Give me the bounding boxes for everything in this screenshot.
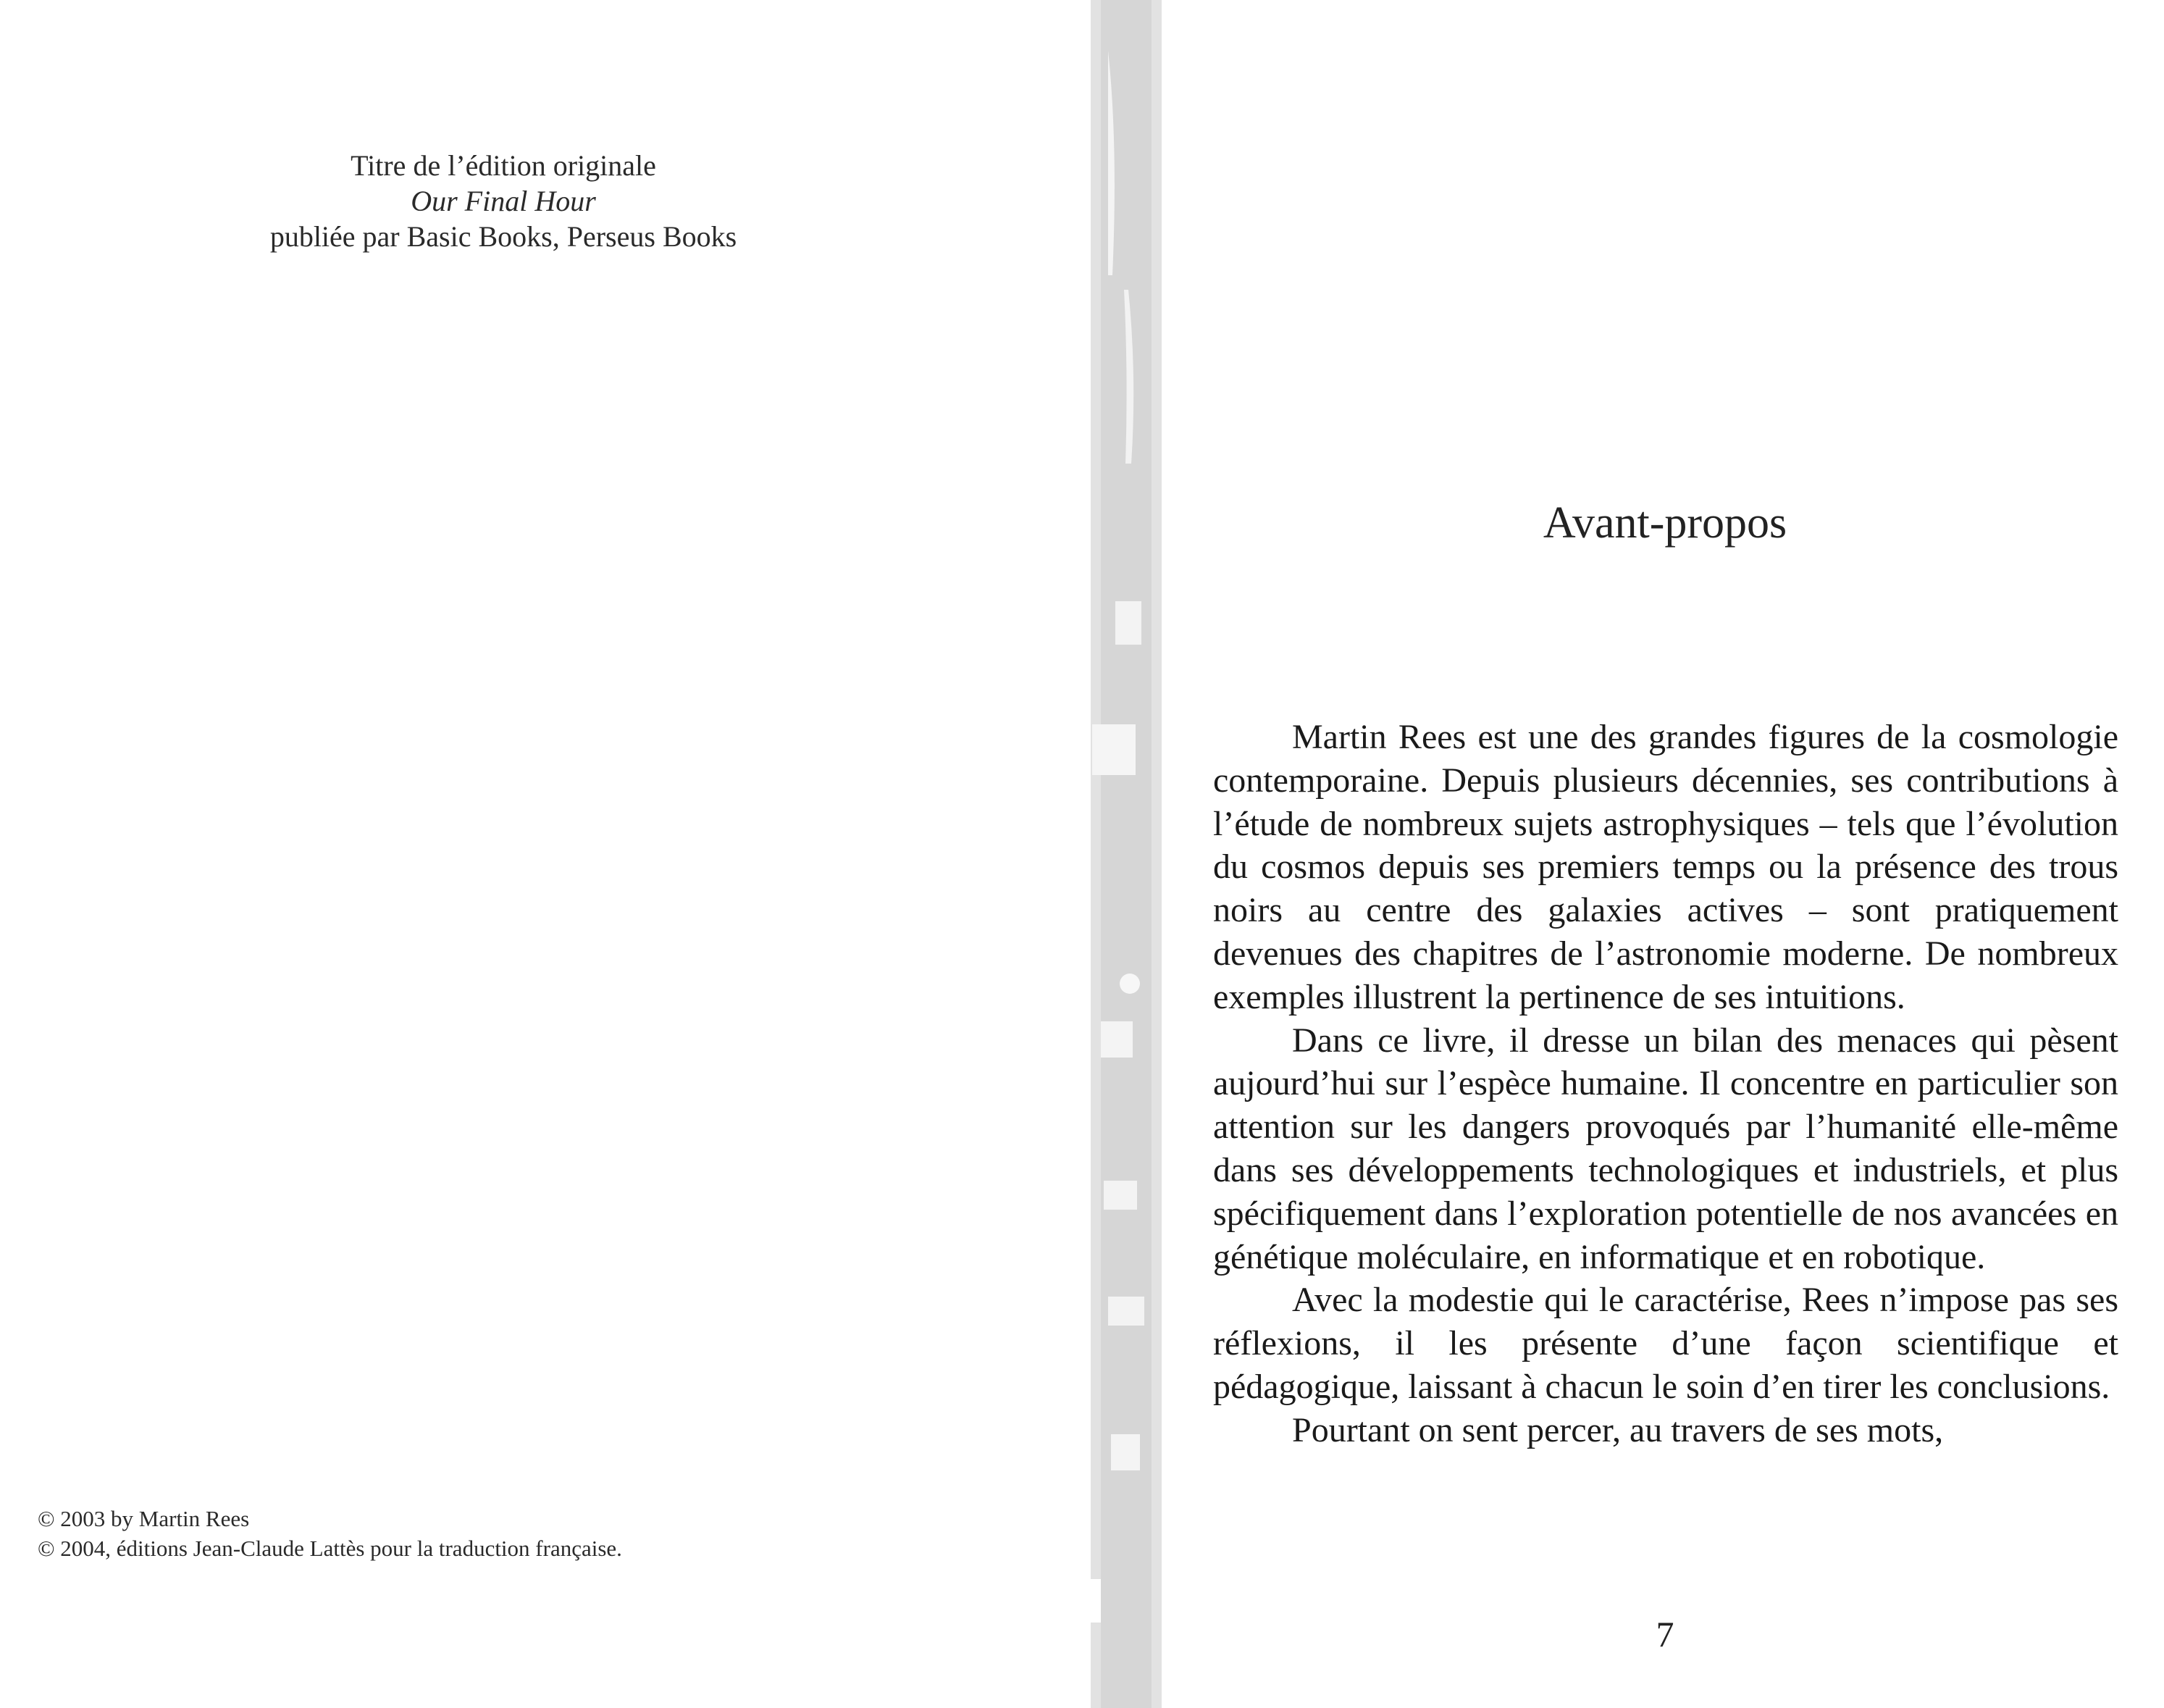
copyright-translation: © 2004, éditions Jean-Claude Lattès pour la traduction française.	[38, 1536, 622, 1561]
book-gutter-shadow	[1086, 0, 1166, 1708]
page-number: 7	[1656, 1614, 1674, 1654]
original-publisher: publiée par Basic Books, Perseus Books	[269, 220, 737, 253]
copyright-author: © 2003 by Martin Rees	[38, 1506, 250, 1531]
chapter-title: Avant-propos	[1543, 498, 1787, 548]
copyright-notice	[38, 1504, 622, 1563]
paragraph: Pourtant on sent percer, au travers de ses mots,	[1292, 1410, 1944, 1449]
original-title: Our Final Hour	[411, 185, 596, 217]
body-text	[1213, 716, 2118, 1452]
right-page	[1166, 0, 2164, 1708]
paragraph: Martin Rees est une des grandes figures de la cosmologie contemporaine. Depuis plusieurs décennies, ses contributions à l’étude de nombreux sujets astrophysiques – tels que l’évolution du cosmos depuis ses premiers temps ou la présence des trous noirs au centre des galaxies actives – sont pratiquement devenues des chapitres de l’astronomie moderne. De nombreux exemples illustrent la pertinence de ses intuitions.	[1213, 718, 2118, 1016]
paragraph: Dans ce livre, il dresse un bilan des menaces qui pèsent aujourd’hui sur l’espèce humaine. Il concentre en particulier son attention sur les dangers provoqués par l’humanité elle-même dans ses développements technologiques et industriels, et plus spécifiquement dans l’exploration potentielle de nos avancées en génétique moléculaire, en informatique et en robotique.	[1213, 1021, 2118, 1276]
original-edition-notice	[0, 148, 1007, 254]
paragraph: Avec la modestie qui le caractérise, Rees n’impose pas ses réflexions, il les présente d’une façon scientifique et pédagogique, laissant à chacun le soin d’en tirer les conclusions.	[1213, 1281, 2118, 1406]
original-edition-label: Titre de l’édition originale	[351, 149, 656, 182]
